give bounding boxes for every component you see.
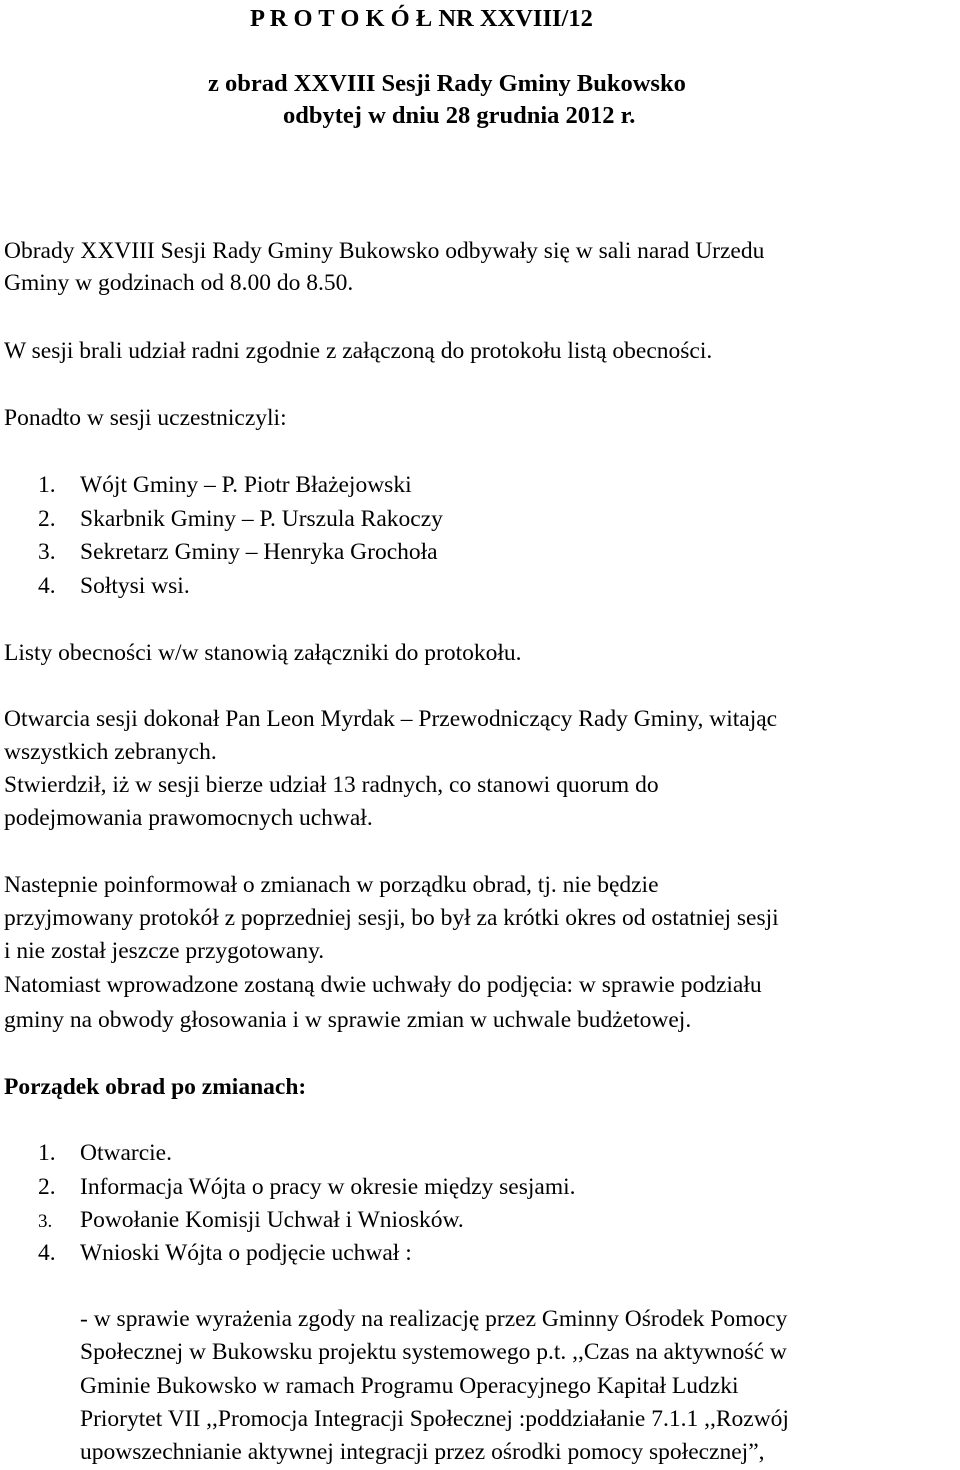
agenda-subitem-line-1: - w sprawie wyrażenia zgody na realizację przez Gminny Ośrodek Pomocy <box>80 1306 788 1332</box>
opening-line-1: Otwarcia sesji dokonał Pan Leon Myrdak – Przewodniczący Rady Gminy, witając <box>4 706 778 732</box>
agenda-item: 2. Informacja Wójta o pracy w okresie między sesjami. <box>38 1174 576 1200</box>
agenda-item: 3. Powołanie Komisji Uchwał i Wniosków. <box>38 1207 464 1233</box>
also-present-label: Ponadto w sesji uczestniczyli: <box>4 405 287 431</box>
quorum-line-1: Stwierdził, iż w sesji bierze udział 13 radnych, co stanowi quorum do <box>4 772 659 798</box>
changes-line-3: i nie został jeszcze przygotowany. <box>4 938 325 964</box>
agenda-item: 1. Otwarcie. <box>38 1140 172 1166</box>
agenda-subitem-line-3: Gminie Bukowsko w ramach Programu Operacyjnego Kapitał Ludzki <box>80 1373 739 1399</box>
quorum-line-2: podejmowania prawomocnych uchwał. <box>4 805 373 831</box>
attendance-statement: W sesji brali udział radni zgodnie z załączoną do protokołu listą obecności. <box>4 338 713 364</box>
opening-line-2: wszystkich zebranych. <box>4 739 217 765</box>
attendance-lists-note: Listy obecności w/w stanowią załączniki do protokołu. <box>4 640 522 666</box>
document-subtitle-session: z obrad XXVIII Sesji Rady Gminy Bukowsko <box>208 70 686 97</box>
agenda-heading: Porządek obrad po zmianach: <box>4 1074 307 1100</box>
participant-item: 1. Wójt Gminy – P. Piotr Błażejowski <box>38 472 412 498</box>
changes-line-1: Nastepnie poinformował o zmianach w porządku obrad, tj. nie będzie <box>4 872 659 898</box>
agenda-subitem-line-5: upowszechnianie aktywnej integracji przez ośrodki pomocy społecznej”, <box>80 1439 765 1465</box>
agenda-item: 4. Wnioski Wójta o podjęcie uchwał : <box>38 1240 412 1266</box>
participant-item: 2. Skarbnik Gminy – P. Urszula Rakoczy <box>38 506 443 532</box>
intro-line-2: Gminy w godzinach od 8.00 do 8.50. <box>4 270 354 296</box>
added-resolutions-line-1: Natomiast wprowadzone zostaną dwie uchwały do podjęcia: w sprawie podziału <box>4 972 762 998</box>
changes-line-2: przyjmowany protokół z poprzedniej sesji, bo był za krótki okres od ostatniej sesji <box>4 905 779 931</box>
document-subtitle-date: odbytej w dniu 28 grudnia 2012 r. <box>283 102 636 129</box>
agenda-subitem-line-2: Społecznej w Bukowsku projektu systemowego p.t. ,,Czas na aktywność w <box>80 1339 787 1365</box>
document-title: P R O T O K Ó Ł NR XXVIII/12 <box>250 5 593 32</box>
participant-item: 3. Sekretarz Gminy – Henryka Grochoła <box>38 539 438 565</box>
participant-item: 4. Sołtysi wsi. <box>38 573 190 599</box>
intro-line-1: Obrady XXVIII Sesji Rady Gminy Bukowsko odbywały się w sali narad Urzedu <box>4 238 765 264</box>
agenda-subitem-line-4: Priorytet VII ,,Promocja Integracji Społecznej :poddziałanie 7.1.1 ,,Rozwój <box>80 1406 789 1432</box>
added-resolutions-line-2: gminy na obwody głosowania i w sprawie zmian w uchwale budżetowej. <box>4 1007 692 1033</box>
